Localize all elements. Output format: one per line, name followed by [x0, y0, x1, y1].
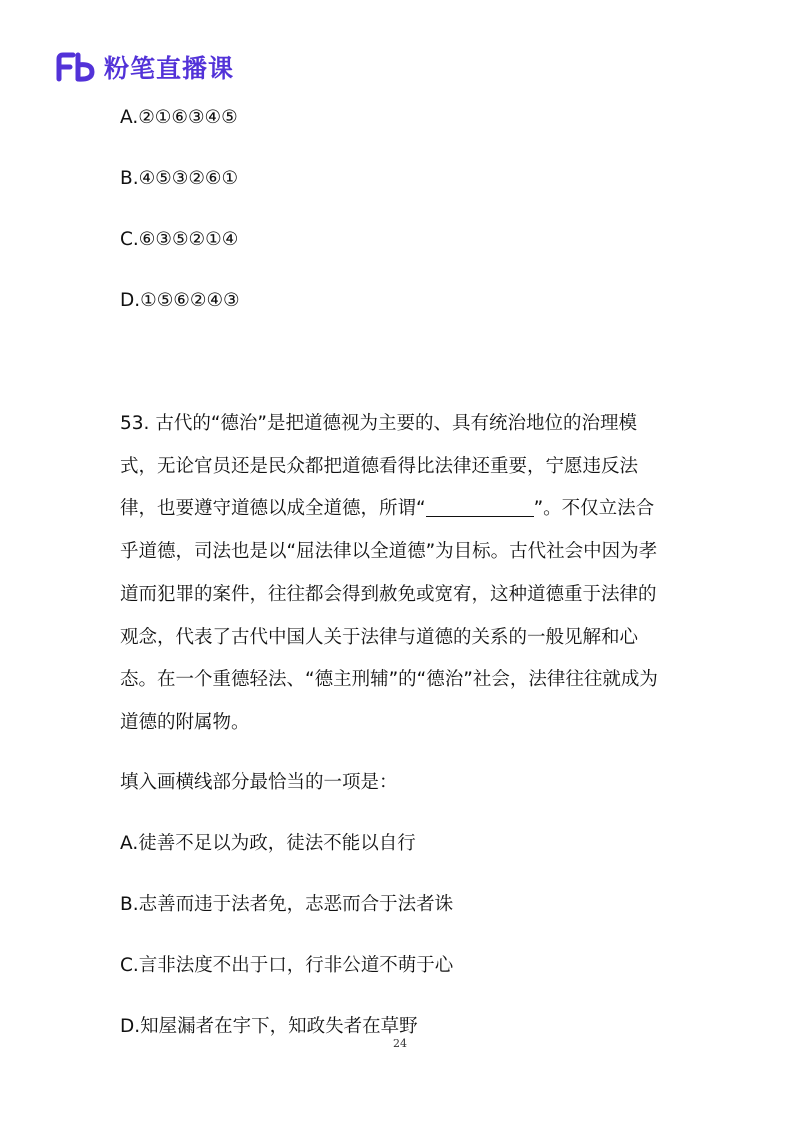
brand-name: 粉笔直播课: [104, 54, 235, 83]
question-prompt: 填入画横线部分最恰当的一项是：: [120, 772, 398, 793]
option-d: D.知屋漏者在宇下，知政失者在草野: [120, 1016, 418, 1037]
header: [56, 50, 234, 84]
option-c: C.言非法度不出于口，行非公道不萌于心: [120, 955, 454, 976]
previous-option-d: D.①⑤⑥②④③: [120, 290, 240, 311]
previous-option-a: A.②①⑥③④⑤: [120, 107, 238, 128]
option-a: A.徒善不足以为政，徒法不能以自行: [120, 833, 416, 854]
option-b: B.志善而违于法者免，志恶而合于法者诛: [120, 894, 454, 915]
previous-option-b: B.④⑤③②⑥①: [120, 168, 239, 189]
answer-blank: [426, 498, 534, 518]
fb-logo-icon: [56, 52, 96, 82]
question-stem: [120, 403, 668, 745]
page-number: 24: [393, 1037, 407, 1050]
question-number: 53.: [120, 413, 150, 434]
question-text-after-blank: ”。不仅立法合乎道德，司法也是以“屈法律以全道德”为目标。古代社会中因为孝道而犯罪的案件，往往都会得到赦免或宽宥，这种道德重于法律的观念，代表了古代中国人关于法律与道德的关系的一般见解和心态。在一个重德轻法、“德主刑辅”的“德治”社会，法律往往就成为道德的附属物。: [120, 498, 658, 733]
question-text-before-blank: 古代的“德治”是把道德视为主要的、具有统治地位的治理模式，无论官员还是民众都把道德看得比法律还重要，宁愿违反法律，也要遵守道德以成全道德，所谓“: [120, 413, 639, 520]
previous-option-c: C.⑥③⑤②①④: [120, 229, 239, 250]
